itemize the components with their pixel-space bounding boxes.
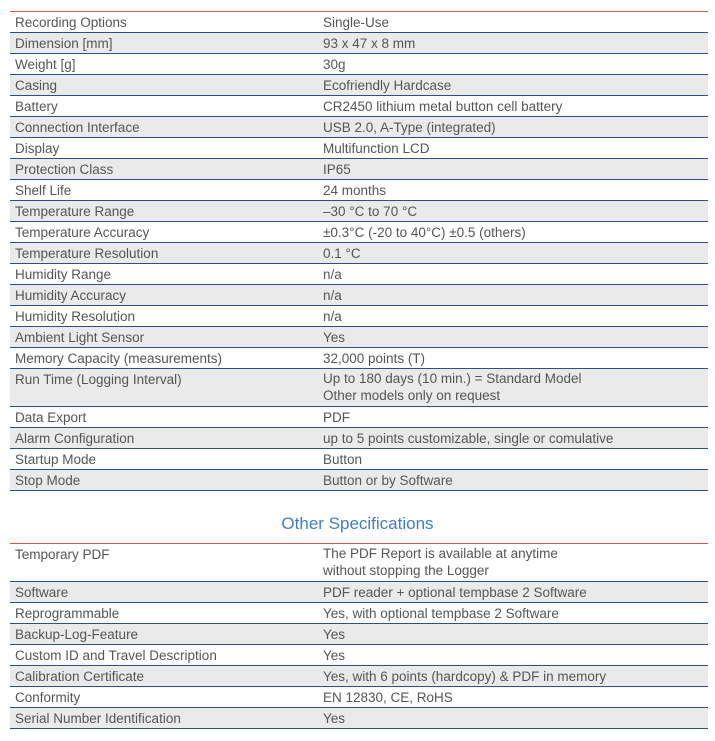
spec-value: 30g — [323, 57, 346, 72]
spec-label: Casing — [15, 78, 58, 93]
spec-label: Temperature Range — [15, 204, 135, 219]
spec-value: Yes, with optional tempbase 2 Software — [323, 606, 559, 621]
spec-value: ±0.3°C (-20 to 40°C) ±0.5 (others) — [323, 225, 526, 240]
spec-label: Ambient Light Sensor — [15, 330, 145, 345]
spec-label: Humidity Range — [15, 267, 112, 282]
table-row — [10, 285, 708, 306]
spec-label: Software — [15, 585, 69, 600]
spec-value: Button or by Software — [323, 473, 453, 488]
table-row — [10, 449, 708, 470]
table-row — [10, 428, 708, 449]
table-row — [10, 603, 708, 624]
spec-label: Recording Options — [15, 15, 127, 30]
table-row — [10, 327, 708, 348]
spec-label: Protection Class — [15, 162, 114, 177]
spec-value: Yes — [323, 627, 346, 642]
spec-label: Humidity Accuracy — [15, 288, 127, 303]
spec-label: Run Time (Logging Interval) — [15, 372, 182, 387]
spec-value: Ecofriendly Hardcase — [323, 78, 452, 93]
table-row — [10, 624, 708, 645]
spec-value: Yes, with 6 points (hardcopy) & PDF in memory — [323, 669, 607, 684]
table-row — [10, 222, 708, 243]
table-row — [10, 470, 708, 491]
spec-value: Yes — [323, 330, 346, 345]
table-row — [10, 666, 708, 687]
spec-value: –30 °C to 70 °C — [323, 204, 418, 219]
table-row — [10, 201, 708, 222]
spec-label: Reprogrammable — [15, 606, 120, 621]
spec-value: PDF reader + optional tempbase 2 Software — [323, 585, 587, 600]
spec-label: Shelf Life — [15, 183, 72, 198]
spec-value: Multifunction LCD — [323, 141, 430, 156]
spec-value: Single-Use — [323, 15, 390, 30]
table-row — [10, 96, 708, 117]
spec-label: Weight [g] — [15, 57, 76, 72]
table-row — [10, 306, 708, 327]
spec-value: USB 2.0, A-Type (integrated) — [323, 120, 496, 135]
table-row — [10, 645, 708, 666]
spec-value: n/a — [323, 288, 342, 303]
spec-label: Data Export — [15, 410, 87, 425]
spec-value: Button — [323, 452, 363, 467]
spec-value: IP65 — [323, 162, 351, 177]
table-row — [10, 407, 708, 428]
spec-value: CR2450 lithium metal button cell battery — [323, 99, 563, 114]
spec-value: Up to 180 days (10 min.) = Standard Model Other models only on request — [323, 371, 582, 403]
main-spec-table — [10, 11, 708, 491]
table-row — [10, 243, 708, 264]
spec-label: Temporary PDF — [15, 547, 110, 562]
section-title-other-specifications: Other Specifications — [281, 514, 434, 533]
spec-label: Backup-Log-Feature — [15, 627, 139, 642]
spec-label: Temperature Resolution — [15, 246, 159, 261]
spec-value: Yes — [323, 711, 346, 726]
spec-label: Display — [15, 141, 60, 156]
table-row — [10, 369, 708, 407]
spec-value: PDF — [323, 410, 350, 425]
spec-label: Memory Capacity (measurements) — [15, 351, 223, 366]
spec-label: Connection Interface — [15, 120, 140, 135]
spec-label: Alarm Configuration — [15, 431, 135, 446]
spec-label: Battery — [15, 99, 58, 114]
spec-label: Conformity — [15, 690, 81, 705]
table-row — [10, 708, 708, 729]
spec-value: n/a — [323, 309, 342, 324]
other-spec-table — [10, 543, 708, 729]
spec-value: 32,000 points (T) — [323, 351, 426, 366]
spec-value: n/a — [323, 267, 342, 282]
table-row — [10, 180, 708, 201]
spec-label: Stop Mode — [15, 473, 81, 488]
spec-label: Custom ID and Travel Description — [15, 648, 217, 663]
table-row — [10, 138, 708, 159]
table-row — [10, 33, 708, 54]
spec-value: EN 12830, CE, RoHS — [323, 690, 453, 705]
spec-label: Serial Number Identification — [15, 711, 181, 726]
spec-value: up to 5 points customizable, single or comulative — [323, 431, 614, 446]
spec-label: Calibration Certificate — [15, 669, 145, 684]
table-row — [10, 117, 708, 138]
table-row — [10, 544, 708, 582]
spec-label: Humidity Resolution — [15, 309, 136, 324]
spec-value: 24 months — [323, 183, 387, 198]
table-row — [10, 582, 708, 603]
table-row — [10, 159, 708, 180]
table-row — [10, 12, 708, 33]
table-row — [10, 264, 708, 285]
table-row — [10, 687, 708, 708]
spec-value: 93 x 47 x 8 mm — [323, 36, 416, 51]
spec-label: Temperature Accuracy — [15, 225, 150, 240]
table-row — [10, 54, 708, 75]
spec-value: The PDF Report is available at anytime without stopping the Logger — [323, 546, 558, 578]
spec-label: Startup Mode — [15, 452, 97, 467]
table-row — [10, 75, 708, 96]
table-row — [10, 348, 708, 369]
spec-value: 0.1 °C — [323, 246, 361, 261]
spec-value: Yes — [323, 648, 346, 663]
spec-label: Dimension [mm] — [15, 36, 113, 51]
